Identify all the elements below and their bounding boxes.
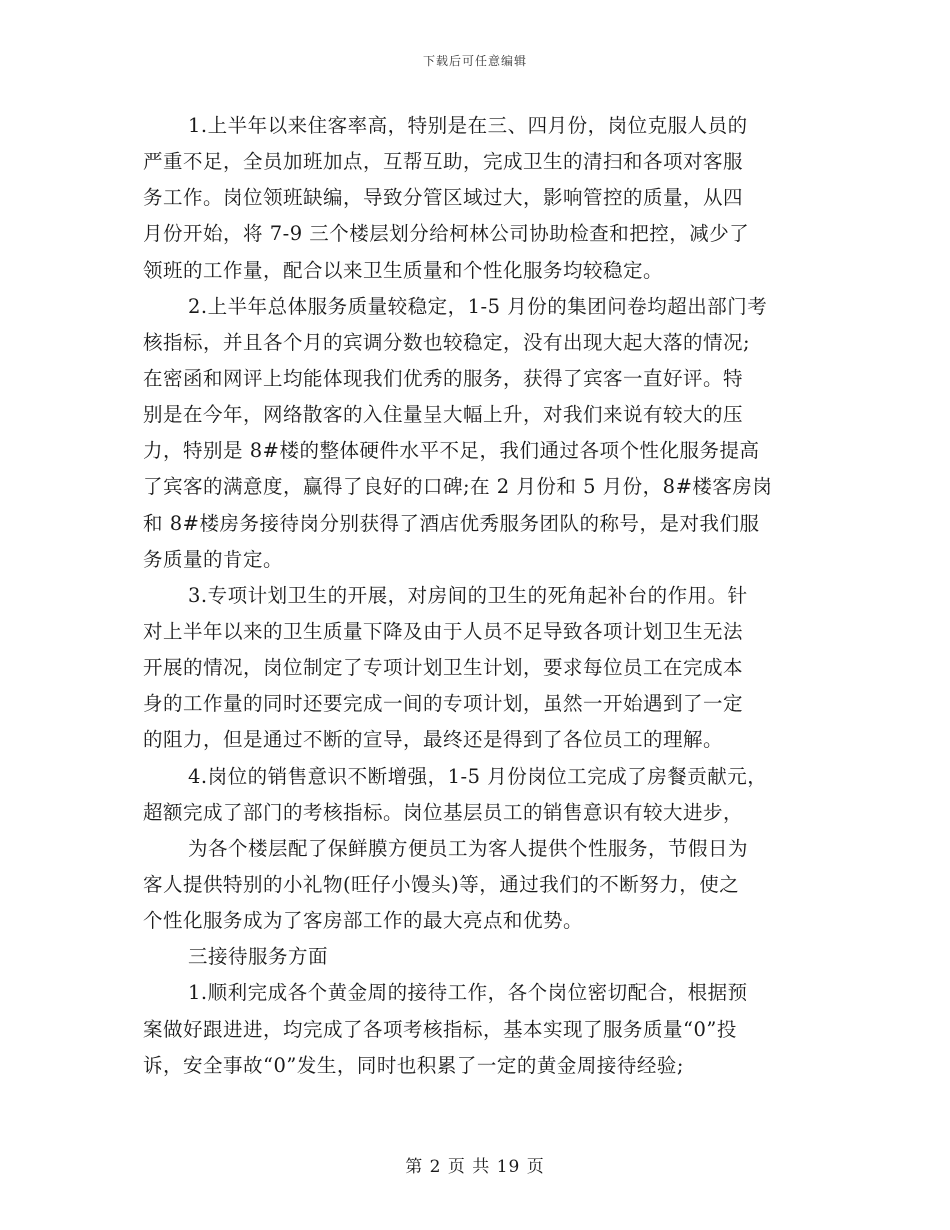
text-line: 领班的工作量，配合以来卫生质量和个性化服务均较稳定。 xyxy=(143,258,664,282)
text-line: 的阻力，但是通过不断的宣导，最终还是得到了各位员工的理解。 xyxy=(143,728,724,752)
text-line: 务工作。岗位领班缺编，导致分管区域过大，影响管控的质量，从四 xyxy=(143,186,744,210)
text-line: 三接待服务方面 xyxy=(188,945,329,969)
text-line: 别是在今年，网络散客的入住量呈大幅上升，对我们来说有较大的压 xyxy=(143,403,744,427)
text-line: 力，特别是 8#楼的整体硬件水平不足，我们通过各项个性化服务提高 xyxy=(143,439,760,463)
text-line: 在密函和网评上均能体现我们优秀的服务，获得了宾客一直好评。特 xyxy=(143,366,744,390)
text-line: 务质量的肯定。 xyxy=(143,547,284,571)
text-line: 客人提供特别的小礼物(旺仔小馒头)等，通过我们的不断努力，使之 xyxy=(143,872,740,896)
text-line: 对上半年以来的卫生质量下降及由于人员不足导致各项计划卫生无法 xyxy=(143,619,744,643)
text-line: 案做好跟进进，均完成了各项考核指标，基本实现了服务质量“0”投 xyxy=(143,1017,737,1041)
text-line: 了宾客的满意度，赢得了良好的口碑;在 2 月份和 5 月份，8#楼客房岗 xyxy=(143,475,773,499)
text-line: 严重不足，全员加班加点，互帮互助，完成卫生的清扫和各项对客服 xyxy=(143,150,744,174)
document-body xyxy=(143,108,813,1084)
text-line: 核指标，并且各个月的宾调分数也较稳定，没有出现大起大落的情况; xyxy=(143,330,751,354)
page-footer: 第 2 页 共 19 页 xyxy=(405,1157,545,1177)
text-line: 和 8#楼房务接待岗分别获得了酒店优秀服务团队的称号，是对我们服 xyxy=(143,511,760,535)
text-line: 诉，安全事故“0”发生，同时也积累了一定的黄金周接待经验; xyxy=(143,1053,684,1077)
text-line: 为各个楼层配了保鲜膜方便员工为客人提供个性服务，节假日为 xyxy=(188,836,749,860)
text-line: 2.上半年总体服务质量较稳定，1-5 月份的集团问卷均超出部门考 xyxy=(188,294,768,318)
text-line: 个性化服务成为了客房部工作的最大亮点和优势。 xyxy=(143,909,584,933)
page-header: 下载后可任意编辑 xyxy=(422,54,527,68)
text-line: 开展的情况，岗位制定了专项计划卫生计划，要求每位员工在完成本 xyxy=(143,656,744,680)
text-line: 3.专项计划卫生的开展，对房间的卫生的死角起补台的作用。针 xyxy=(188,583,748,607)
text-line: 4.岗位的销售意识不断增强，1-5 月份岗位工完成了房餐贡献元， xyxy=(188,764,768,788)
text-line: 1.上半年以来住客率高，特别是在三、四月份，岗位克服人员的 xyxy=(188,114,748,137)
text-line: 超额完成了部门的考核指标。岗位基层员工的销售意识有较大进步， xyxy=(143,800,744,824)
text-line: 1.顺利完成各个黄金周的接待工作，各个岗位密切配合，根据预 xyxy=(188,981,748,1005)
text-line: 身的工作量的同时还要完成一间的专项计划，虽然一开始遇到了一定 xyxy=(143,692,744,716)
text-line: 月份开始，将 7-9 三个楼层划分给柯林公司协助检查和把控，减少了 xyxy=(143,222,750,246)
